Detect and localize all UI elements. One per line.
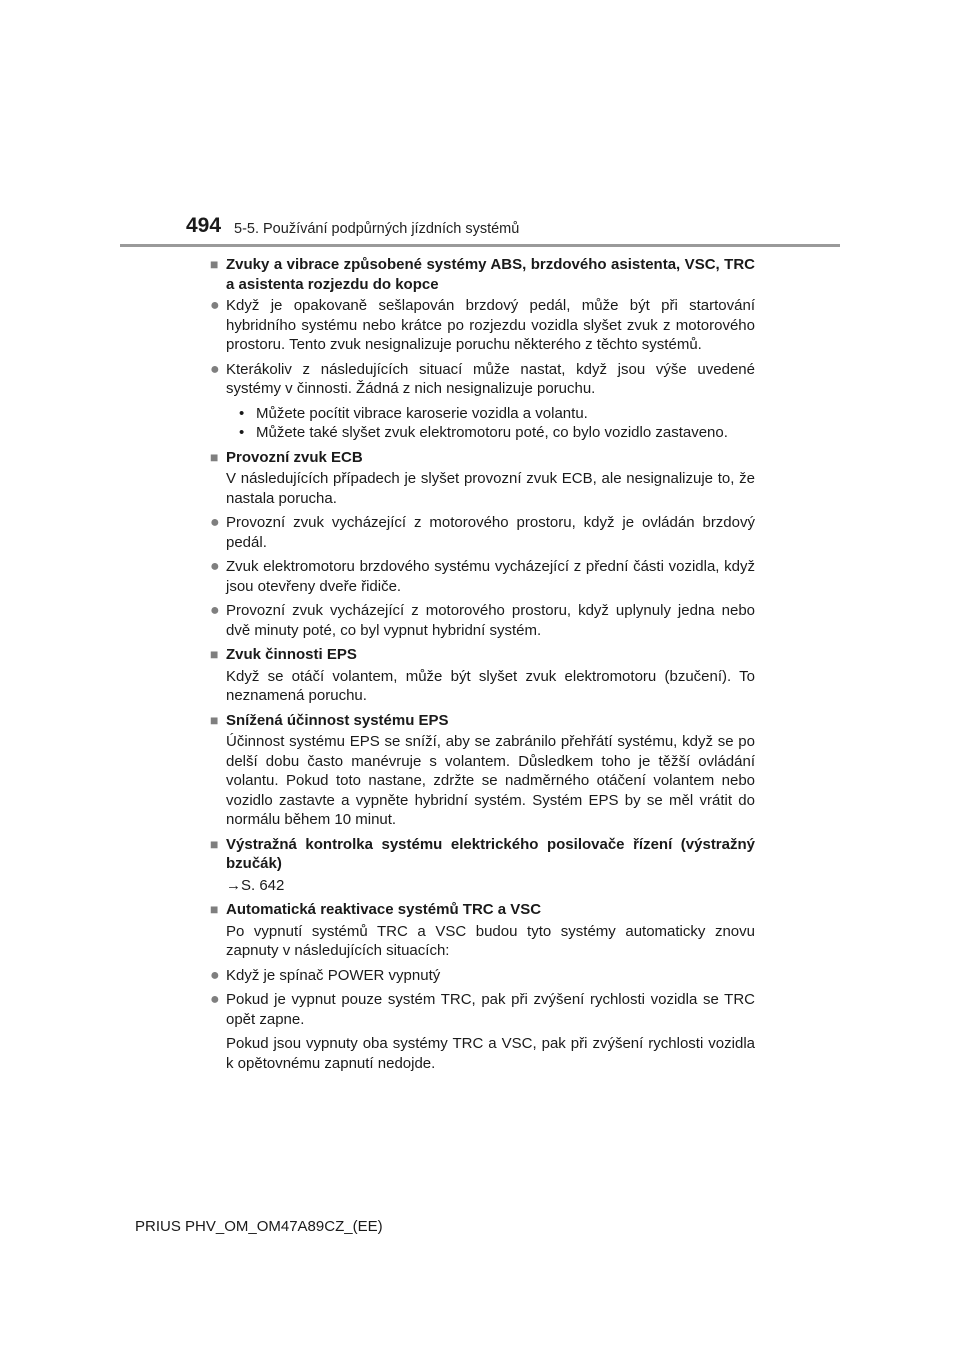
section-heading (210, 835, 755, 874)
square-bullet-icon: ■ (210, 835, 219, 852)
section-ecb-noise (210, 448, 755, 641)
bullet-item (210, 360, 755, 399)
section-eps-reduced (210, 711, 755, 830)
paragraph: Po vypnutí systémů TRC a VSC budou tyto systémy automaticky znovu zapnuty v následujících situacích: (226, 922, 755, 959)
square-bullet-icon: ■ (210, 711, 219, 728)
dot-bullet-icon: ● (210, 360, 220, 378)
bullet-text: Provozní zvuk vycházející z motorového prostoru, když je ovládán brzdový pedál. (226, 514, 755, 551)
dot-bullet-icon: ● (210, 991, 220, 1008)
bullet-item (210, 296, 755, 355)
bullet-text: Když je spínač POWER vypnutý (226, 966, 441, 984)
bullet-text: Provozní zvuk vycházející z motorového prostoru, když uplynuly jedna nebo dvě minuty poté, co byl vypnut hybridní systém. (226, 602, 755, 639)
dot-bullet-icon: ● (210, 966, 220, 984)
section-eps-noise (210, 645, 755, 706)
section-heading (210, 900, 755, 920)
page-reference: →S. 642 (226, 876, 285, 894)
bullet-continuation: Pokud jsou vypnuty oba systémy TRC a VSC, pak při zvýšení rychlosti vozidla k opětovnému zapnutí nedojde. (226, 1035, 755, 1072)
heading-text: Provozní zvuk ECB (226, 448, 363, 466)
dot-bullet-icon: ● (210, 602, 220, 619)
sub-list-item (236, 423, 755, 443)
square-bullet-icon: ■ (210, 448, 219, 465)
bullet-text: Když je opakovaně sešlapován brzdový pedál, může být při startování hybridního systému nebo krátce po rozjezdu vozidla slyšet zvuk z motorového prostoru. Tento zvuk nesignalizuje poruchu některého z těchto systémů. (226, 297, 755, 353)
bullet-item (210, 601, 755, 640)
small-bullet-icon: • (239, 404, 245, 422)
section-heading (210, 448, 755, 468)
bullet-text: Zvuk elektromotoru brzdového systému vycházející z přední části vozidla, když jsou otevřeny dveře řidiče. (226, 558, 755, 595)
section-eps-warning (210, 835, 755, 896)
footer-doc-id: PRIUS PHV_OM_OM47A89CZ_(EE) (135, 1218, 383, 1235)
heading-text: Snížená účinnost systému EPS (226, 711, 449, 729)
sub-list (236, 404, 755, 443)
header-divider (120, 244, 840, 247)
small-bullet-icon: • (239, 424, 245, 441)
heading-text: Zvuky a vibrace způsobené systémy ABS, brzdového asistenta, VSC, TRC a asistenta rozjezdu do kopce (226, 256, 755, 293)
heading-text: Automatická reaktivace systémů TRC a VSC (226, 901, 542, 918)
heading-text: Zvuk činnosti EPS (226, 646, 357, 663)
section-heading (210, 645, 755, 665)
sub-item-text: Můžete také slyšet zvuk elektromotoru poté, co bylo vozidlo zastaveno. (256, 424, 728, 441)
bullet-item (210, 966, 755, 986)
dot-bullet-icon: ● (210, 514, 220, 531)
bullet-item (210, 513, 755, 552)
paragraph: Když se otáčí volantem, může být slyšet zvuk elektromotoru (bzučení). To neznamená poruchu. (226, 667, 755, 704)
bullet-text: Pokud je vypnut pouze systém TRC, pak při zvýšení rychlosti vozidla se TRC opět zapne. (226, 991, 755, 1028)
section-trc-vsc-reactivation (210, 900, 755, 1073)
square-bullet-icon: ■ (210, 646, 219, 662)
page-content (210, 255, 755, 1078)
page-number: 494 (186, 214, 222, 237)
sub-item-text: Můžete pocítit vibrace karoserie vozidla a volantu. (256, 404, 588, 422)
section-heading (210, 255, 755, 294)
dot-bullet-icon: ● (210, 558, 220, 575)
paragraph: Účinnost systému EPS se sníží, aby se zabránilo přehřátí systému, když se po delší dobu často manévruje s volantem. Důsledkem toho je těžší ovládání volantu. Pokud toto nastane, zdržte se nadměrného otáčení volantem nebo vozidlo zastavte a vypněte hybridní systém. Systém EPS by se měl vrátit do normálu během 10 minut. (226, 733, 755, 828)
section-abs-noise (210, 255, 755, 443)
paragraph: V následujících případech je slyšet provozní zvuk ECB, ale nesignalizuje to, že nastala porucha. (226, 470, 755, 507)
dot-bullet-icon: ● (210, 297, 220, 314)
bullet-text: Kterákoliv z následujících situací může nastat, když jsou výše uvedené systémy v činnosti. Žádná z nich nesignalizuje poruchu. (226, 360, 755, 397)
section-title: 5-5. Používání podpůrných jízdních systémů (234, 221, 520, 237)
bullet-item (210, 557, 755, 596)
heading-text: Výstražná kontrolka systému elektrického posilovače řízení (výstražný bzučák) (226, 835, 755, 872)
section-heading (210, 711, 755, 731)
square-bullet-icon: ■ (210, 901, 219, 917)
sub-list-item (236, 404, 755, 424)
bullet-item (210, 990, 755, 1029)
square-bullet-icon: ■ (210, 256, 219, 272)
